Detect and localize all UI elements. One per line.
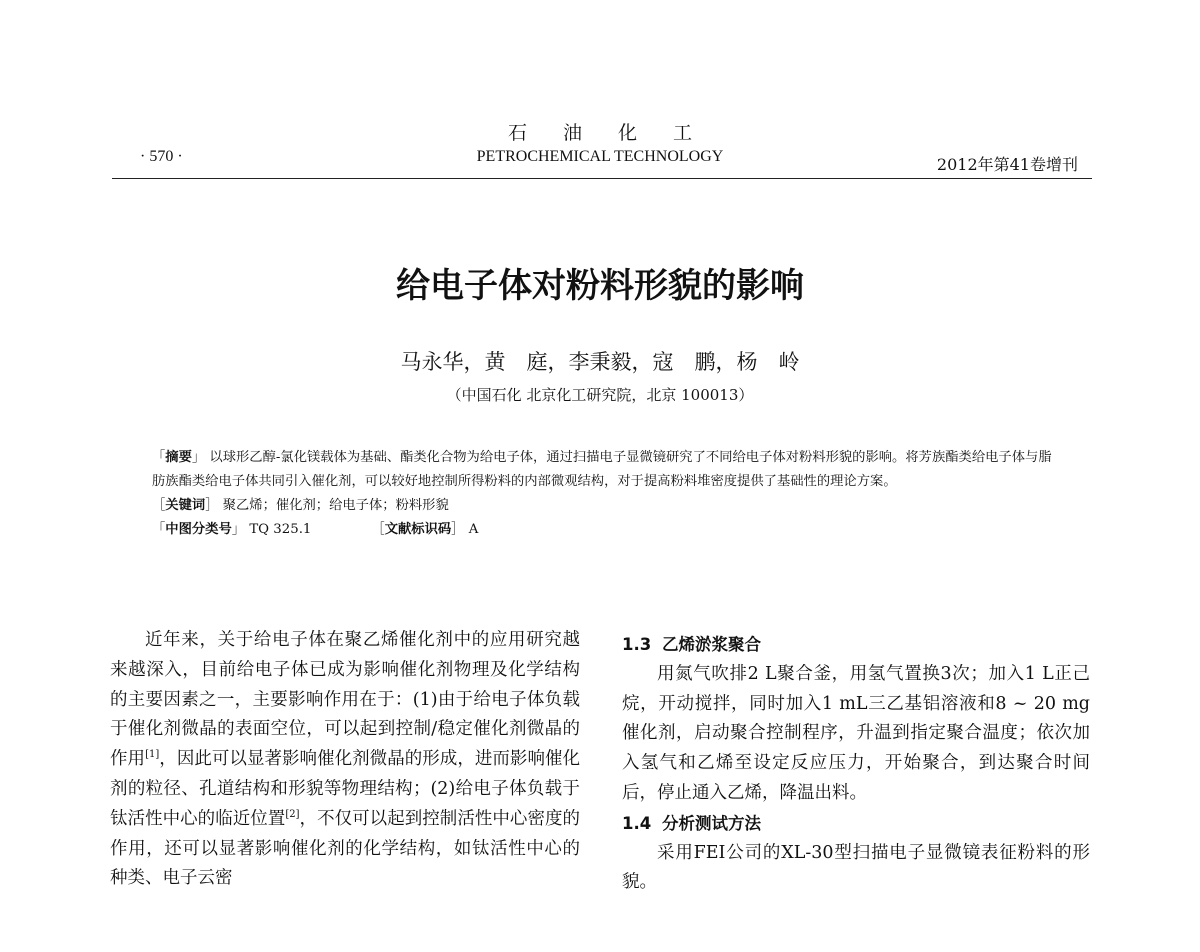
classification-line: 「中图分类号」 TQ 325.1 ［文献标识码］ A (152, 522, 479, 537)
keywords-label: 关键词 (165, 498, 206, 513)
journal-name-en: PETROCHEMICAL TECHNOLOGY (476, 148, 724, 165)
doc-code: A (468, 522, 479, 537)
citation-2[interactable]: [2] (285, 808, 300, 820)
affiliation: （中国石化 北京化工研究院，北京 100013） (446, 386, 754, 404)
section-1-3-text: 用氮气吹排2 L聚合釜，用氢气置换3次；加入1 L正己烷，开动搅拌，同时加入1 mL三乙基铝溶液和8 ~ 20 mg催化剂，启动聚合控制程序，升温到指定聚合温度；依次加入氢气和乙烯至设定反应压力，开始聚合，到达聚合时间后，停止通入乙烯，降温出料。 (622, 663, 1090, 803)
citation-1[interactable]: [1] (145, 749, 160, 761)
keywords-line: ［关键词］ 聚乙烯；催化剂；给电子体；粉料形貌 (152, 498, 449, 513)
right-column (622, 630, 1090, 898)
abstract-label: 「摘要」 (152, 450, 206, 465)
abstract-paragraph (152, 446, 1052, 494)
issue-info: 2012年第41卷增刊 (936, 155, 1078, 174)
header-rule (112, 178, 1092, 179)
intro-paragraph: 近年来，关于给电子体在聚乙烯催化剂中的应用研究越来越深入，目前给电子体已成为影响催化剂物理及化学结构的主要因素之一，主要影响作用在于：(1)由于给电子体负载于催化剂微晶的表面空位，可以起到控制/稳定催化剂微晶的作用[1]，因此可以显著影响催化剂微晶的形成，进而影响催化剂的粒径、孔道结构和形貌等物理结构；(2)给电子体负载于钛活性中心的临近位置[2]，不仅可以起到控制活性中心密度的作用，还可以显著影响催化剂的化学结构，如钛活性中心的种类、电子云密 (110, 630, 581, 889)
section-heading-1-4: 1.4 分析测试方法 (622, 813, 761, 833)
abstract-text: 以球形乙醇-氯化镁载体为基础、酯类化合物为给电子体，通过扫描电子显微镜研究了不同给电子体对粉料形貌的影响。将芳族酯类给电子体与脂肪族酯类给电子体共同引入催化剂，可以较好地控制所得粉料的内部微观结构，对于提高粉料堆密度提供了基础性的理论方案。 (152, 450, 1052, 489)
author-list: 马永华，黄 庭，李秉毅，寇 鹏，杨 岭 (400, 350, 800, 374)
section-heading-1-3: 1.3 乙烯淤浆聚合 (622, 635, 761, 654)
article-title: 给电子体对粉料形貌的影响 (396, 266, 804, 306)
abstract-block (152, 446, 1052, 542)
keywords-text: 聚乙烯；催化剂；给电子体；粉料形貌 (222, 498, 449, 513)
section-1-4-text: 采用FEI公司的XL-30型扫描电子显微镜表征粉料的形貌。 (622, 842, 1090, 893)
page-number: · 570 · (140, 148, 183, 165)
left-column (110, 626, 580, 894)
journal-name-cn: 石 油 化 工 (507, 122, 693, 144)
clc-code: TQ 325.1 (249, 522, 312, 537)
clc-label: 中图分类号 (165, 522, 232, 537)
doc-code-label: 文献标识码 (384, 522, 452, 537)
